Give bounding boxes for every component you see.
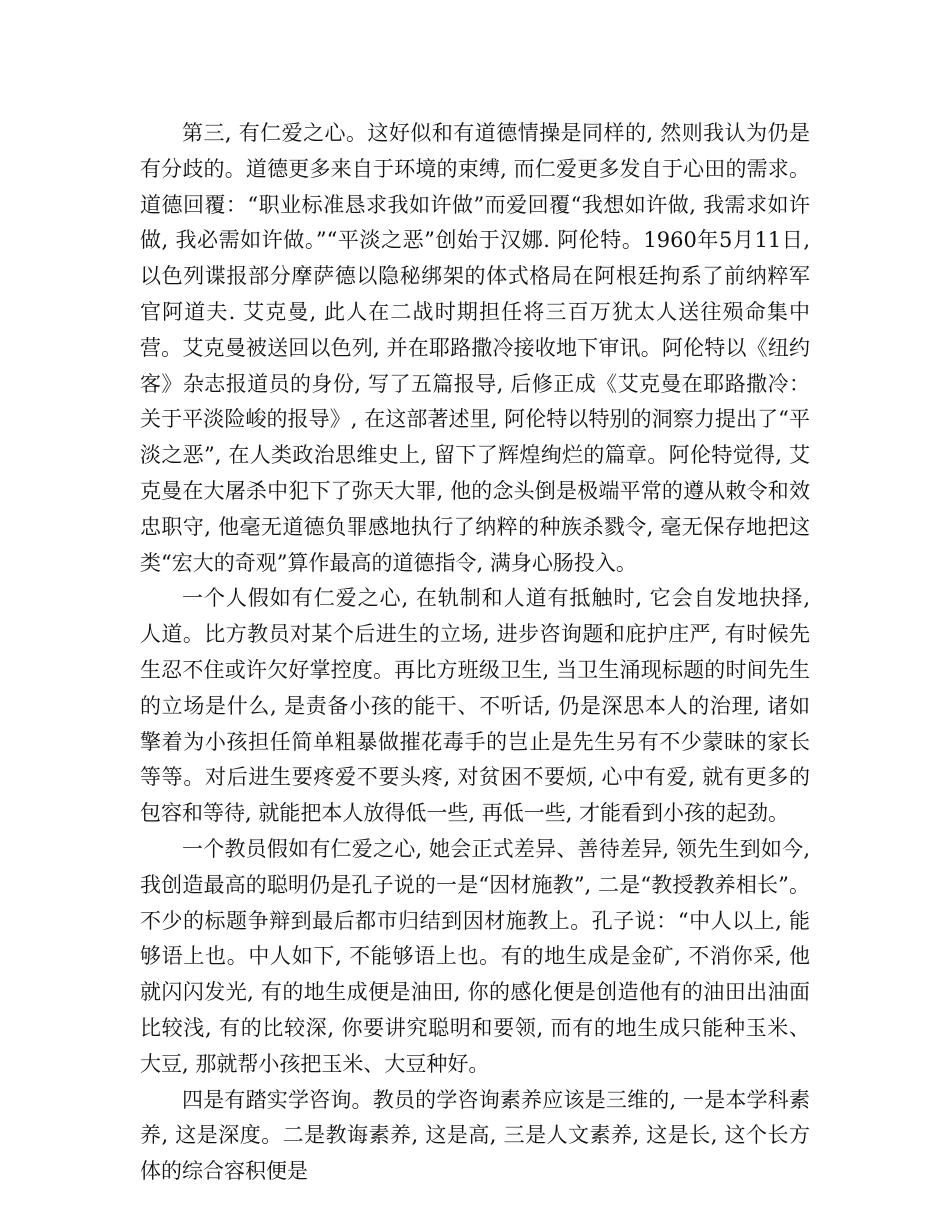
paragraph-teacher-differences: 一个教员假如有仁爱之心, 她会正式差异、善待差异, 领先生到如今, 我创造最高的聪明仍是孔子说的一是“因材施教”, 二是“教授教养相长”。不少的标题争辩到最后都市归结到因材施教上。孔子说：“中人以上, 能够语上也。中人如下, 不能够语上也。有的地生成是金矿, 不消你采, 他就闪闪发光, 有的地生成便是油田, 你的感化便是创造他有的油田出油面比较浅, 有的比较深, 你要讲究聪明和要领, 而有的地生成只能种玉米、大豆, 那就帮小孩把玉米、大豆种好。 (140, 836, 810, 1076)
paragraph-solid-learning: 四是有踏实学咨询。教员的学咨询素养应该是三维的, 一是本学科素养, 这是深度。二是教诲素养, 这是高, 三是人文素养, 这是长, 这个长方体的综合容积便是 (140, 1087, 810, 1184)
paragraph-benevolence-intro: 第三, 有仁爱之心。这好似和有道德情操是同样的, 然则我认为仍是有分歧的。道德更多来自于环境的束缚, 而仁爱更多发自于心田的需求。道德回覆：“职业标准恳求我如许做”而爱回覆“我想如许做, 我需求如许做, 我必需如许做。”“平淡之恶”创始于汉娜. 阿伦特。1960年5月11日, 以色列谍报部分摩萨德以隐秘绑架的体式格局在阿根廷拘系了前纳粹军官阿道夫. 艾克曼, 此人在二战时期担任将三百万犹太人送往殒命集中营。艾克曼被送回以色列, 并在耶路撒冷接收地下审讯。阿伦特以《纽约客》杂志报道员的身份, 写了五篇报导, 后修正成《艾克曼在耶路撒冷：关于平淡险峻的报导》, 在这部著述里, 阿伦特以特别的洞察力提出了“平淡之恶”, 在人类政治思维史上, 留下了辉煌绚烂的篇章。阿伦特觉得, 艾克曼在大屠杀中犯下了弥天大罪, 他的念头倒是极端平常的遵从敕令和效忠职守, 他毫无道德负罪感地执行了纳粹的种族杀戮令, 毫无保存地把这类“宏大的奇观”算作最高的道德指令, 满身心肠投入。 (140, 121, 810, 575)
paragraph-benevolence-humanity: 一个人假如有仁爱之心, 在轨制和人道有抵触时, 它会自发地抉择, 人道。比方教员对某个后进生的立场, 进步咨询题和庇护庄严, 有时候先生忍不住或许欠好掌控度。再比方班级卫生, 当卫生涌现标题的时间先生的立场是什么, 是责备小孩的能干、不听话, 仍是深思本人的治理, 诸如擎着为小孩担任简单粗暴做摧花毒手的岂止是先生另有不少蒙昧的家长等等。对后进生要疼爱不要头疼, 对贫困不要烦, 心中有爱, 就有更多的包容和等待, 就能把本人放得低一些, 再低一些, 才能看到小孩的起劲。 (140, 586, 810, 826)
document-page (140, 116, 810, 1190)
